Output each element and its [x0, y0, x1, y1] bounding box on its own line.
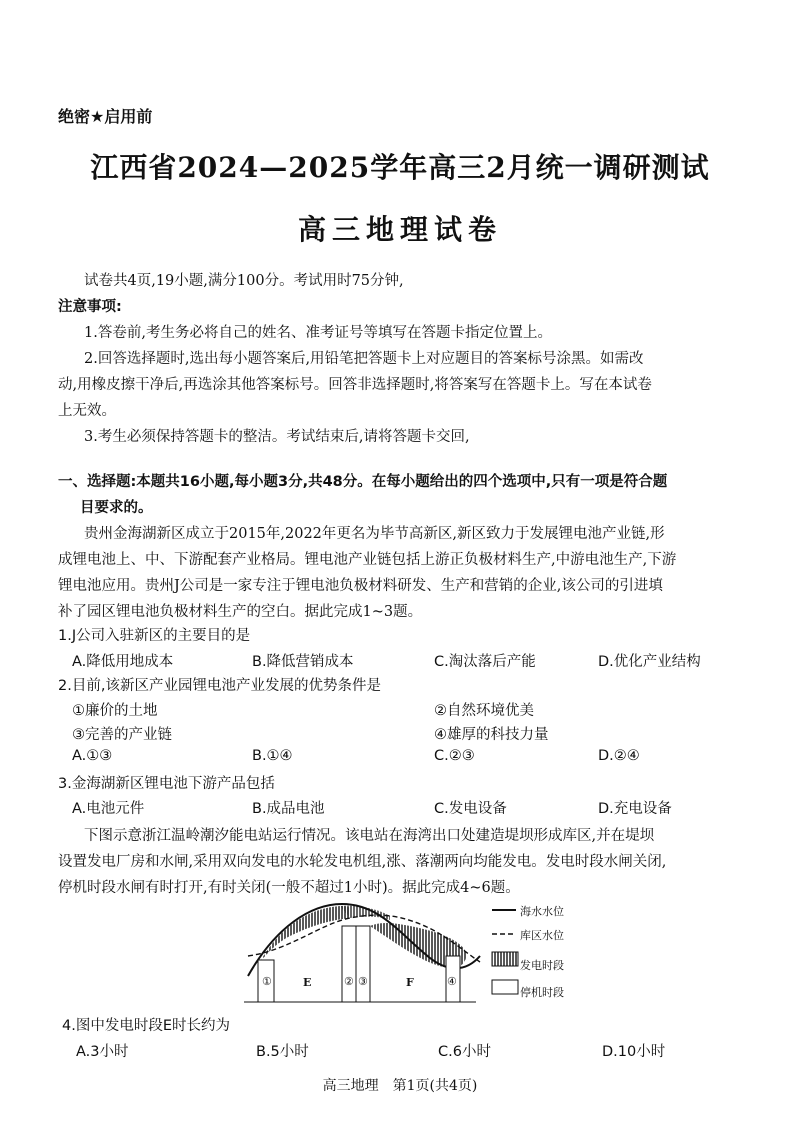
label-period-3: ③ [358, 975, 368, 988]
exam-subtitle: 高三地理试卷 [297, 213, 502, 246]
passage-2-line-3: 停机时段水闸有时打开,有时关闭(一般不超过1小时)。据此完成4~6题。 [58, 880, 520, 896]
passage-1-line-1: 贵州金海湖新区成立于2015年,2022年更名为毕节高新区,新区致力于发展锂电池产业链,形 [84, 526, 665, 542]
question-2-stem: 2.目前,该新区产业园锂电池产业发展的优势条件是 [58, 678, 381, 694]
q3-option-c: C.发电设备 [434, 801, 507, 817]
q2-statement-3: ③完善的产业链 [72, 727, 172, 743]
legend-reservoir-level: 库区水位 [520, 929, 564, 942]
legend-generating: 发电时段 [520, 959, 564, 972]
notice-3: 3.考生必须保持答题卡的整洁。考试结束后,请将答题卡交回, [84, 429, 470, 445]
label-period-1: ① [262, 975, 272, 988]
legend-stopped: 停机时段 [520, 986, 564, 999]
question-4-stem: 4.图中发电时段E时长约为 [62, 1018, 230, 1034]
page-footer: 高三地理 第1页(共4页) [322, 1078, 478, 1094]
q2-statement-4: ④雄厚的科技力量 [434, 727, 549, 743]
q1-option-c: C.淘汰落后产能 [434, 654, 536, 670]
notice-2-line-3: 上无效。 [58, 403, 116, 419]
q1-option-a: A.降低用地成本 [72, 654, 174, 670]
question-1-stem: 1.J公司入驻新区的主要目的是 [58, 628, 251, 644]
notice-1: 1.答卷前,考生务必将自己的姓名、准考证号等填写在答题卡指定位置上。 [84, 325, 552, 341]
q4-option-b: B.5小时 [256, 1044, 309, 1060]
q1-option-b: B.降低营销成本 [252, 654, 354, 670]
exam-title: 江西省2024—2025学年高三2月统一调研测试 [90, 151, 710, 184]
passage-1-line-3: 锂电池应用。贵州J公司是一家专注于锂电池负极材料研发、生产和营销的企业,该公司的引进填 [58, 578, 663, 594]
exam-info: 试卷共4页,19小题,满分100分。考试用时75分钟, [84, 273, 404, 289]
passage-2-line-1: 下图示意浙江温岭潮汐能电站运行情况。该电站在海湾出口处建造堤坝形成库区,并在堤坝 [84, 828, 655, 844]
q1-option-d: D.优化产业结构 [598, 654, 701, 670]
section-1-heading-cont: 目要求的。 [80, 500, 153, 516]
q3-option-d: D.充电设备 [598, 801, 672, 817]
q2-option-d: D.②④ [598, 748, 640, 764]
q4-option-c: C.6小时 [438, 1044, 491, 1060]
section-1-heading: 一、选择题:本题共16小题,每小题3分,共48分。在每小题给出的四个选项中,只有一项是符合题 [58, 474, 668, 490]
notice-2-line-1: 2.回答选择题时,选出每小题答案后,用铅笔把答题卡上对应题目的答案标号涂黑。如需改 [84, 351, 644, 367]
q2-option-a: A.①③ [72, 748, 113, 764]
legend [492, 910, 518, 994]
q4-option-a: A.3小时 [76, 1044, 129, 1060]
q4-option-d: D.10小时 [602, 1044, 666, 1060]
question-3-stem: 3.金海湖新区锂电池下游产品包括 [58, 776, 275, 792]
legend-sea-level: 海水水位 [520, 905, 564, 918]
q3-option-b: B.成品电池 [252, 801, 325, 817]
label-period-2: ② [344, 975, 354, 988]
passage-2-line-2: 设置发电厂房和水闸,采用双向发电的水轮发电机组,涨、落潮两向均能发电。发电时段水闸关闭, [58, 854, 667, 870]
q2-option-c: C.②③ [434, 748, 475, 764]
label-period-e: E [303, 976, 312, 989]
q3-option-a: A.电池元件 [72, 801, 145, 817]
label-period-f: F [406, 976, 414, 989]
label-period-4: ④ [447, 975, 457, 988]
notice-title: 注意事项: [58, 299, 122, 315]
passage-1-line-2: 成锂电池上、中、下游配套产业格局。锂电池产业链包括上游正负极材料生产,中游电池生产,下游 [58, 552, 677, 568]
q2-option-b: B.①④ [252, 748, 293, 764]
q2-statement-1: ①廉价的土地 [72, 703, 158, 719]
q2-statement-2: ②自然环境优美 [434, 703, 534, 719]
notice-2-line-2: 动,用橡皮擦干净后,再选涂其他答案标号。回答非选择题时,将答案写在答题卡上。写在本试卷 [58, 377, 652, 393]
confidential-mark: 绝密★启用前 [58, 107, 153, 126]
passage-1-line-4: 补了园区锂电池负极材料生产的空白。据此完成1~3题。 [58, 604, 423, 620]
